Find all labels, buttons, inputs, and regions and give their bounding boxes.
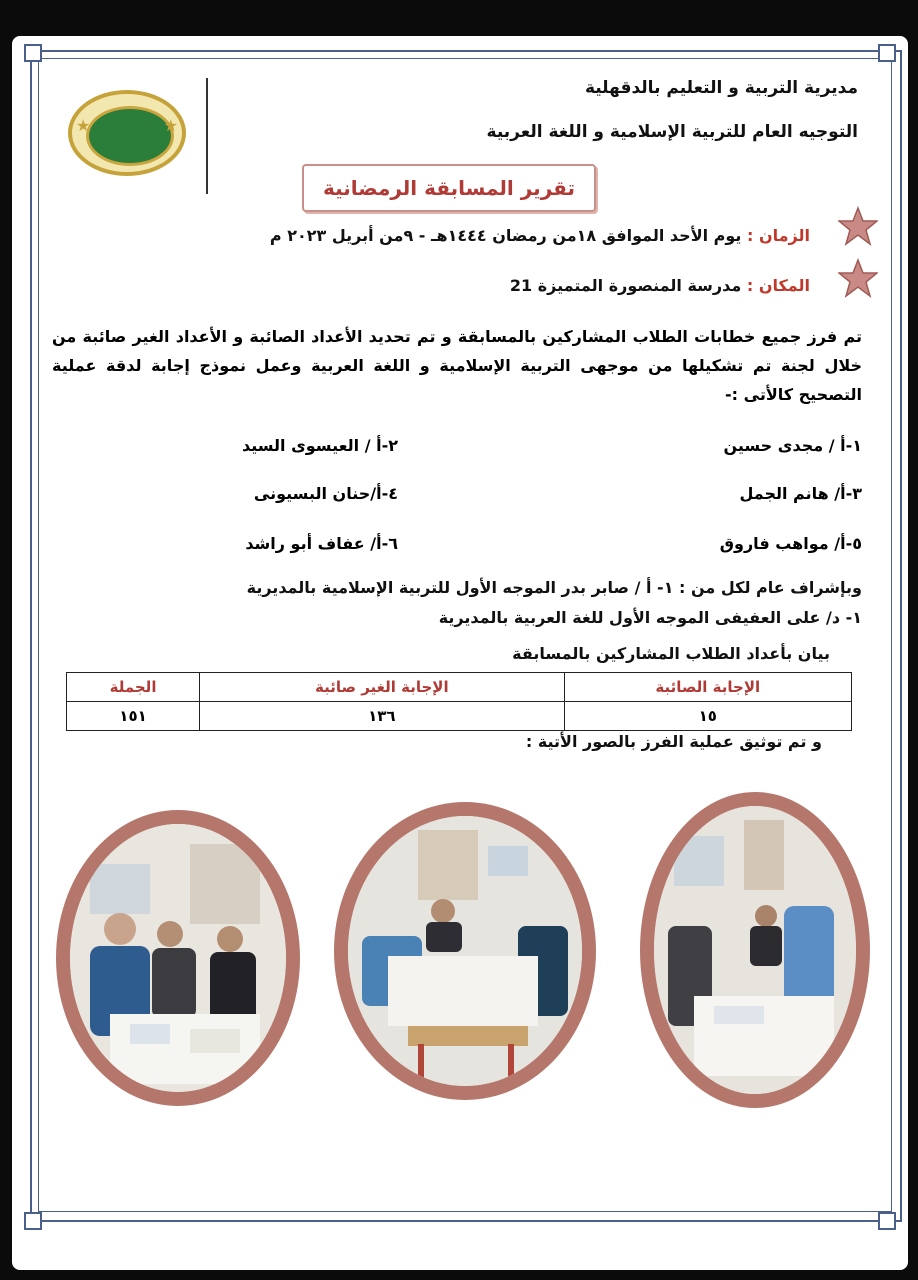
committee-member: ٢-أ / العيسوى السيد [241, 436, 398, 455]
title-banner [302, 164, 596, 212]
star-icon [838, 206, 878, 246]
place-row [510, 276, 810, 295]
stats-title: بيان بأعداد الطلاب المشاركين بالمسابقة [512, 644, 830, 663]
time-row [270, 226, 810, 245]
documentation-text: و تم توثيق عملية الفرز بالصور الأتية : [525, 732, 822, 751]
intro-paragraph: تم فرز جميع خطابات الطلاب المشاركين بالمسابقة و تم تحديد الأعداد الصائبة و الأعداد الغير صائبة من خلال لجنة تم تشكيلها من موجهى التربية الإسلامية و اللغة العربية وعمل نموذج إجابة لدقة عملية التصحيح كالأتى :- [52, 327, 862, 404]
border-corner [24, 44, 42, 62]
table-header-cell: الإجابة الغير صائبة [200, 673, 564, 702]
photo-illustration [654, 806, 856, 1094]
page-title: تقرير المسابقة الرمضانية [322, 176, 576, 200]
border-corner [24, 1212, 42, 1230]
committee-member: ٤-أ/حنان البسيونى [253, 484, 398, 503]
star-icon [838, 258, 878, 298]
document-sheet [12, 36, 908, 1270]
committee-member: ٣-أ/ هانم الجمل [739, 484, 862, 503]
photo-grading-session [654, 806, 856, 1094]
photo-oval-frame [334, 802, 596, 1100]
table-row [67, 702, 852, 731]
seal-star-icon: ★ [163, 116, 178, 135]
supervision-line: وبإشراف عام لكل من : ١- أ / صابر بدر الموجه الأول للتربية الإسلامية بالمديرية [246, 578, 862, 597]
header-directorate: مديرية التربية و التعليم بالدقهلية [584, 78, 858, 98]
committee-member: ٦-أ/ عفاف أبو راشد [245, 534, 398, 553]
header-supervision: التوجيه العام للتربية الإسلامية و اللغة العربية [486, 122, 858, 142]
supervision-line: ١- د/ على العفيفى الموجه الأول للغة العربية بالمديرية [438, 608, 862, 627]
photo-oval-frame [640, 792, 870, 1108]
photo-illustration [70, 824, 286, 1092]
place-label: المكان : [746, 276, 810, 295]
border-corner [878, 44, 896, 62]
stats-table [66, 672, 852, 731]
table-cell: ١٥١ [67, 702, 200, 731]
table-header-cell: الإجابة الصائبة [564, 673, 851, 702]
table-cell: ١٥ [564, 702, 851, 731]
photo-grading-session [70, 824, 286, 1092]
seal-star-icon: ★ [76, 116, 91, 135]
directorate-seal-logo [68, 90, 186, 176]
seal-center [86, 106, 174, 166]
table-header-cell: الجملة [67, 673, 200, 702]
table-cell: ١٣٦ [200, 702, 564, 731]
committee-member: ٥-أ/ مواهب فاروق [719, 534, 862, 553]
committee-member: ١-أ / مجدى حسين [723, 436, 862, 455]
border-corner [878, 1212, 896, 1230]
place-value: مدرسة المنصورة المتميزة 21 [509, 276, 742, 295]
photo-grading-session [348, 816, 582, 1086]
time-label: الزمان : [747, 226, 810, 245]
photo-oval-frame [56, 810, 300, 1106]
photo-illustration [348, 816, 582, 1086]
table-header-row [67, 673, 852, 702]
time-value: يوم الأحد الموافق ١٨من رمضان ١٤٤٤هـ - ٩من أبريل ٢٠٢٣ م [269, 226, 742, 245]
